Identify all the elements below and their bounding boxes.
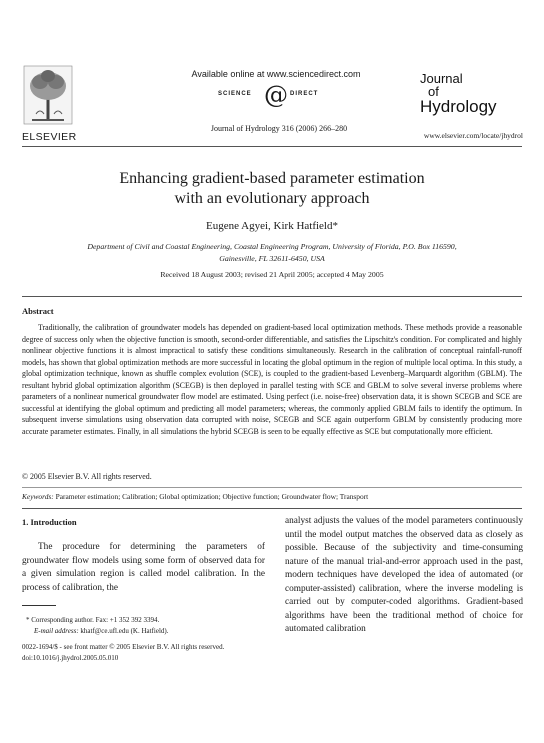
sciencedirect-left: SCIENCE <box>218 91 252 97</box>
abstract-copyright: © 2005 Elsevier B.V. All rights reserved. <box>22 472 152 481</box>
email-label: E-mail address: <box>34 626 79 635</box>
email-line <box>22 626 265 637</box>
publisher-wordmark: ELSEVIER <box>22 131 77 143</box>
footnote <box>22 615 265 636</box>
authors: Eugene Agyei, Kirk Hatfield* <box>206 220 338 232</box>
journal-logo-line2: of <box>428 84 439 99</box>
article-title <box>60 169 484 209</box>
keywords-list: Parameter estimation; Calibration; Global optimization; Objective function; Groundwater flow; Transport <box>55 492 369 501</box>
right-column-text: analyst adjusts the values of the model parameters continuously until the model output matches the observed data as closely as possible. Because of the subjectivity and time-consuming nature of the manual trial-and-error approach used in the past, modern techniques have developed the idea of automated (or computer-assisted) calibration, where the inverse modeling is carried out by computer-coded algorithms. Gradient-based algorithms have been the traditional method of choice for automated calibration <box>285 516 523 634</box>
affiliation-line-1: Department of Civil and Coastal Engineering, Coastal Engineering Program, University of Florida, P.O. Box 116590, <box>87 242 457 251</box>
journal-logo-line3: Hydrology <box>420 97 497 116</box>
section-heading: 1. Introduction <box>22 517 77 527</box>
doi-line[interactable]: doi:10.1016/j.jhydrol.2005.05.010 <box>22 653 119 662</box>
affiliation <box>70 241 474 265</box>
sciencedirect-right: DIRECT <box>290 91 319 97</box>
keywords <box>22 492 522 501</box>
issn-line: 0022-1694/$ - see front matter © 2005 Elsevier B.V. All rights reserved. <box>22 643 225 651</box>
title-line-1: Enhancing gradient-based parameter estimation <box>119 170 425 187</box>
header-divider <box>22 146 522 147</box>
abstract-heading: Abstract <box>22 306 54 316</box>
email-value[interactable]: khatf@ce.ufl.edu (K. Hatfield). <box>80 626 169 635</box>
affiliation-line-2: Gainesville, FL 32611-6450, USA <box>219 254 325 263</box>
abstract-divider <box>22 296 522 297</box>
elsevier-tree-icon <box>22 64 74 126</box>
received-dates: Received 18 August 2003; revised 21 April 2005; accepted 4 May 2005 <box>160 270 384 279</box>
journal-logo <box>420 72 520 115</box>
body-divider <box>22 508 522 509</box>
sciencedirect-logo <box>218 83 338 109</box>
abstract-text: Traditionally, the calibration of groundwater models has depended on gradient-based local optimization methods. These methods provide a reasonable degree of success only when the objective function is smooth, second-order differentiable, and satisfies the Lipschitz's condition. For complicated and highly nonlinear objective functions it is almost impractical to satisfy these conditions simultaneously. Research in the calibration of conceptual rainfall-runoff models, has shown that global optimization methods are more successful in locating the global optimum in the region of multiple local optima. In this study, a global optimization technique, known as shuffle complex evolution (SCE), is coupled to the gradient-based Levenberg–Marquardt algorithm (GBLM). The resultant hybrid global optimization algorithm (SCEGB) is then deployed in parallel testing with SCE and GBLM to solve several inverse problems where parameters of a nonlinear numerical groundwater flow model are estimated. Using perfect (i.e. noise-free) observation data, it is shown SCEGB and SCE are successful at identifying the global optimum and predicting all model parameters; whereas, the commonly applied GBLM fails to identify the optimum. In subsequent inverse simulations using observation data corrupted with noise, SCEGB and SCE again outperform GBLM by consistently producing more accurate parameter estimates. Finally, in all simulations the hybrid SCEGB is seen to be equally effective as SCE but computationally more efficient. <box>22 323 522 436</box>
title-line-2: with an evolutionary approach <box>174 190 370 207</box>
corresponding-author: * Corresponding author. Fax: +1 352 392 3394. <box>26 616 160 624</box>
elsevier-logo <box>22 64 77 143</box>
at-symbol-icon: @ <box>264 81 288 109</box>
front-matter <box>22 642 322 663</box>
available-online-text: Available online at www.sciencedirect.com <box>191 69 361 79</box>
journal-citation: Journal of Hydrology 316 (2006) 266–280 <box>210 124 348 133</box>
keywords-divider <box>22 487 522 488</box>
journal-logo-line1: Journal <box>420 71 463 86</box>
footnote-rule <box>22 605 56 606</box>
journal-url-link[interactable]: www.elsevier.com/locate/jhydrol <box>423 131 523 140</box>
keywords-label: Keywords: <box>22 492 54 501</box>
left-column-text: The procedure for determining the parameters of groundwater flow models using some form of observed data for a given simulation region is called model calibration. In the process of calibration, the <box>22 542 265 593</box>
